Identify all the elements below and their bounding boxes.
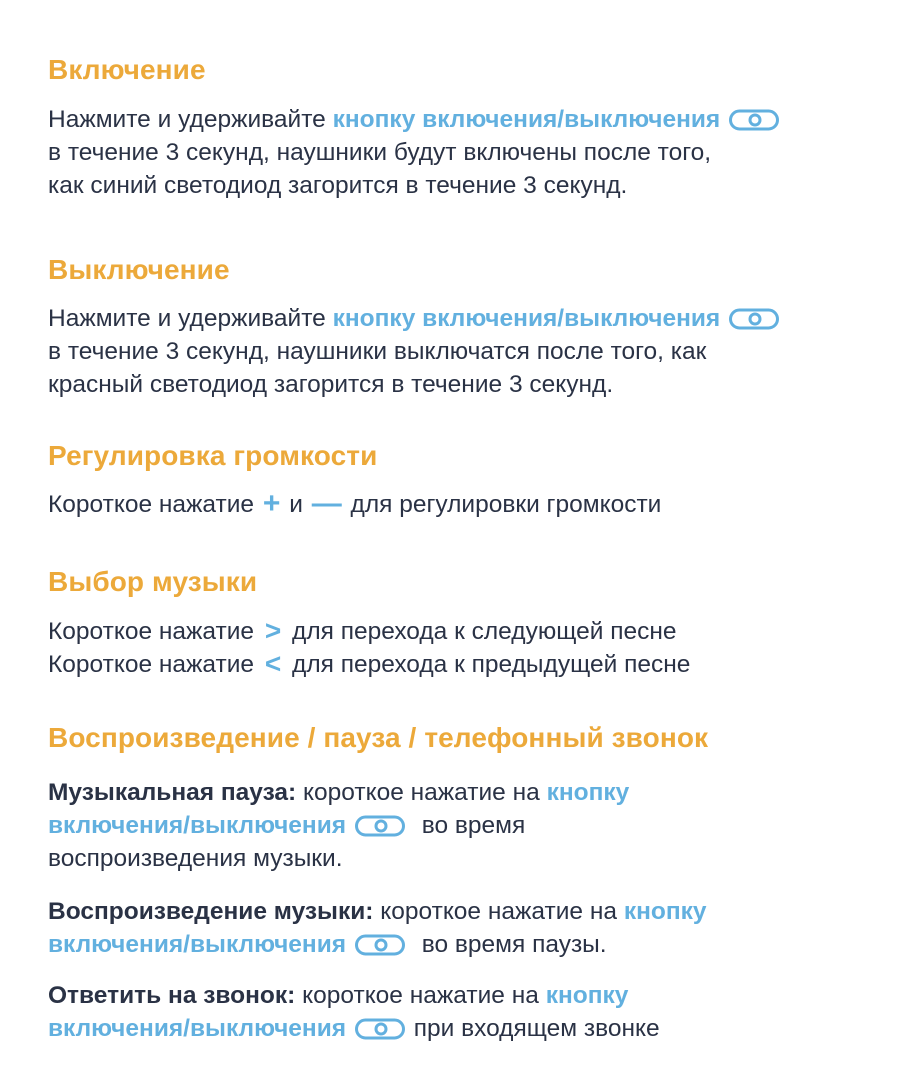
section-title-power-on: Включение [48,54,206,85]
volume-text-middle: и [289,491,303,518]
pause-line-3: воспроизведения музыки. [48,845,343,872]
power-button-reference: кнопку [546,779,630,806]
section-title-power-off: Выключение [48,254,230,285]
call-after-icon: при входящем звонке [413,1015,660,1042]
pause-label: Музыкальная пауза: [48,779,297,806]
power-toggle-icon [355,815,405,837]
play-after-icon: во время паузы. [421,931,607,958]
music-instructions [48,615,690,681]
section-title-volume: Регулировка громкости [48,440,378,471]
call-instructions [48,979,660,1045]
volume-text-after: для регулировки громкости [350,491,662,518]
prev-track-line: Короткое нажатие < для перехода к предыдущей песне [48,648,691,679]
power-button-reference: кнопку включения/выключения [332,106,721,133]
power-on-text: Нажмите и удерживайте [48,106,333,133]
prev-text-after: для перехода к предыдущей песне [292,651,691,678]
power-toggle-icon [355,1018,405,1040]
power-toggle-icon [729,308,779,330]
pause-text: короткое нажатие на [296,779,547,806]
play-line-2 [48,928,707,961]
next-text-after: для перехода к следующей песне [292,618,677,645]
power-button-reference-cont: включения/выключения [48,812,347,839]
call-text: короткое нажатие на [295,982,546,1009]
call-line-1 [48,979,660,1012]
next-text-before: Короткое нажатие [48,618,255,645]
power-on-line-2: в течение 3 секунд, наушники будут включены после того, [48,139,712,166]
power-off-line-2: в течение 3 секунд, наушники выключатся после того, как [48,338,707,365]
power-on-line-1 [48,103,779,136]
power-button-reference: кнопку [623,898,707,925]
prev-text-before: Короткое нажатие [48,651,255,678]
next-track-line: Короткое нажатие > для перехода к следующей песне [48,615,677,646]
volume-instructions: Короткое нажатие + и — для регулировки громкости [48,487,662,520]
power-on-instructions [48,103,779,202]
power-button-reference: кнопку включения/выключения [332,305,721,332]
power-toggle-icon [355,934,405,956]
volume-text-before: Короткое нажатие [48,491,255,518]
power-on-line-3: как синий светодиод загорится в течение 3 секунд. [48,172,628,199]
power-off-instructions [48,302,779,401]
pause-after-icon: во время [421,812,526,839]
play-instructions [48,895,707,961]
section-title-playback: Воспроизведение / пауза / телефонный звонок [48,722,709,753]
play-text: короткое нажатие на [373,898,624,925]
section-title-music: Выбор музыки [48,566,258,597]
power-off-text: Нажмите и удерживайте [48,305,333,332]
pause-instructions [48,776,629,875]
call-label: Ответить на звонок: [48,982,296,1009]
pause-line-2 [48,809,629,842]
pause-line-1 [48,776,629,809]
play-line-1 [48,895,707,928]
power-off-line-1 [48,302,779,335]
call-line-2 [48,1012,660,1045]
power-button-reference-cont: включения/выключения [48,931,347,958]
power-button-reference: кнопку [545,982,629,1009]
power-button-reference-cont: включения/выключения [48,1015,347,1042]
power-toggle-icon [729,109,779,131]
power-off-line-3: красный светодиод загорится в течение 3 секунд. [48,371,614,398]
play-label: Воспроизведение музыки: [48,898,374,925]
